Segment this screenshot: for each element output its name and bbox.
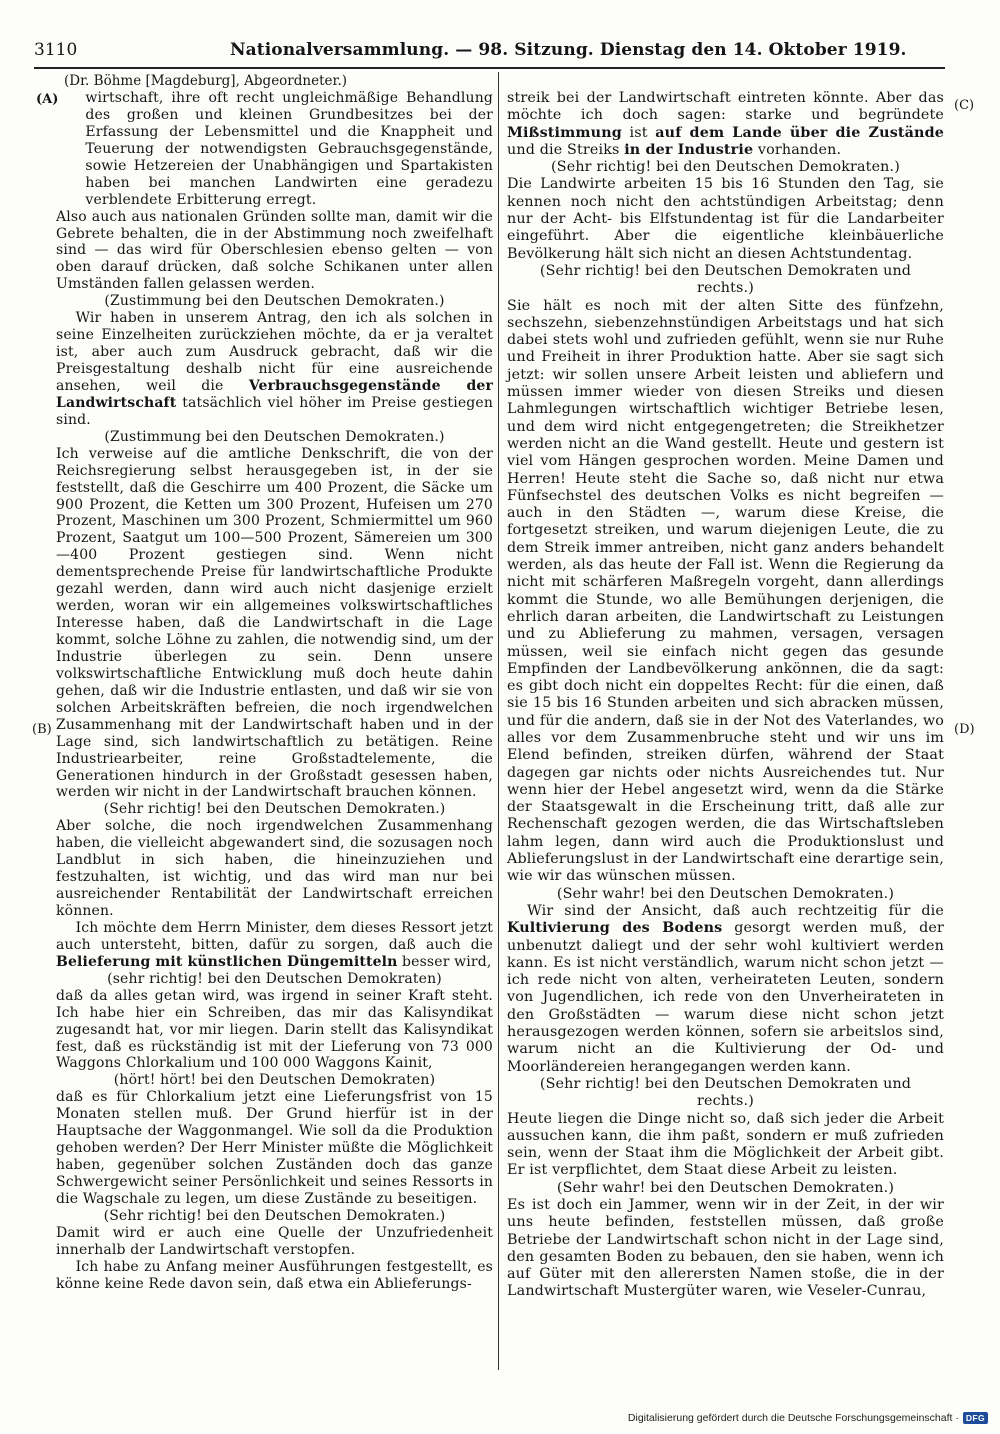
text-run: (Sehr wahr! bei den Deutschen Demokraten.) bbox=[556, 885, 895, 902]
text-run: Also auch aus nationalen Gründen sollte man, damit wir die Gebrete behalten, die in der Abstimmung noch zweifelhaft sind — das wird für Oberschlesien ebenso gelten — von oben darauf drücken, daß solche Schikanen unter allen Umständen fallen gelassen werden. bbox=[56, 208, 493, 293]
interjection bbox=[56, 1208, 493, 1225]
text-run: (Sehr wahr! bei den Deutschen Demokraten.) bbox=[556, 1179, 895, 1196]
paragraph bbox=[507, 90, 944, 159]
text-run: (Sehr richtig! bei den Deutschen Demokraten.) bbox=[551, 159, 900, 176]
emphasized-text: in der Industrie bbox=[624, 141, 754, 158]
text-run: ist bbox=[621, 124, 656, 141]
margin-marker-a: (A) bbox=[36, 92, 59, 107]
paragraph bbox=[56, 920, 493, 971]
interjection bbox=[507, 159, 944, 176]
text-run: vorhanden. bbox=[753, 141, 842, 158]
margin-marker-c: (C) bbox=[954, 98, 975, 113]
text-run: Ich verweise auf die amtliche Denkschrift, die von der Reichsregierung selbst herausgegeben ist, in der sie feststellt, daß die Geschirre um 400 Prozent, die Säcke um 900 Prozent, die Ketten um 300 Prozent, Hufeisen um 270 Prozent, Maschinen um 300 Prozent, Schmiermittel um 960 Prozent, Saatgut um 100—500 Prozent, Sämereien um 300—400 Prozent gestiegen sind. Wenn nicht dementsprechende Preise für landwirtschaftliche Produkte gezahl werden, dann wird auch nicht dasjenige erzielt werden, woran wir ein allgemeines volkswirtschaftliches Interesse haben, daß die Landwirtschaft in die Lage kommt, solche Löhne zu zahlen, die notwendig sind, um der Industrie überlegen zu sein. Denn unsere volkswirtschaftliche Entwicklung muß doch heute dahin gehen, daß wir die Industrie entlasten, und daß wir sie von solchen Arbeitskräften befreien, die noch irgendwelchen Zusammenhang mit der Landwirtschaft haben und in der Lage sind, sich landwirtschaftlich zu betätigen. Reine Industriearbeiter, reine Großstadtelemente, die Generationen hindurch in der Großstadt gesessen haben, werden wir nicht in der Landwirtschaft brauchen können. bbox=[56, 445, 493, 801]
interjection bbox=[56, 971, 493, 988]
page-number: 3110 bbox=[34, 40, 78, 60]
text-run: Wir haben in unserem Antrag, den ich als solchen in seine Einzelheiten zurückziehen möchte, da er ja veraltet ist, aber auch zum Ausdruck gebracht, daß wir die Preisgestaltung deshalb nicht für eine ausreichende ansehen, weil die bbox=[56, 310, 493, 394]
interjection bbox=[507, 1180, 944, 1197]
interjection bbox=[56, 293, 493, 310]
text-run: (Sehr richtig! bei den Deutschen Demokraten.) bbox=[103, 801, 446, 818]
paragraph bbox=[56, 1259, 493, 1293]
text-run: daß es für Chlorkalium jetzt eine Lieferungsfrist von 15 Monaten stellen muß. Der Grund hierfür ist in der Hauptsache der Waggonmangel. Wie soll da die Produktion gehoben werden? Der Herr Minister müßte die Möglichkeit haben, gegenüber solchen Zuständen doch das ganze Schwergewicht seiner Persönlichkeit und seines Ressorts in die Wagschale zu legen, um diese Zustände zu beseitigen. bbox=[56, 1089, 493, 1207]
text-run: Damit wird er auch eine Quelle der Unzufriedenheit innerhalb der Landwirtschaft verstopfen. bbox=[56, 1224, 493, 1258]
footer bbox=[628, 1412, 988, 1424]
emphasized-text: Mißstimmung bbox=[507, 124, 622, 141]
emphasized-text: Belieferung mit künstlichen Düngemitteln bbox=[56, 953, 398, 970]
text-run: (Sehr richtig! bei den Deutschen Demokraten und rechts.) bbox=[539, 1075, 912, 1110]
paragraph bbox=[56, 818, 493, 920]
text-run: Wir sind der Ansicht, daß auch rechtzeitig für die bbox=[527, 902, 944, 919]
interjection bbox=[507, 886, 944, 903]
interjection bbox=[507, 263, 944, 298]
margin-marker-b: (B) bbox=[32, 722, 52, 737]
text-run: besser wird, bbox=[397, 953, 492, 970]
text-run: Ich habe zu Anfang meiner Ausführungen festgestellt, es könne keine Rede davon sein, daß etwa ein Ablieferungs- bbox=[56, 1258, 493, 1292]
page-header bbox=[34, 38, 907, 62]
text-run: streik bei der Landwirtschaft eintreten könnte. Aber das möchte ich doch sagen: starke und begründete bbox=[507, 90, 944, 124]
paragraph bbox=[507, 176, 944, 262]
paragraph bbox=[507, 1197, 944, 1301]
paragraph bbox=[56, 446, 493, 802]
left-column bbox=[56, 90, 493, 1293]
right-column bbox=[507, 90, 944, 1301]
paragraph bbox=[507, 903, 944, 1076]
interjection bbox=[507, 1076, 944, 1111]
text-run: Es ist doch ein Jammer, wenn wir in der Zeit, in der wir uns heute befinden, feststellen müssen, daß große Betriebe der Landwirtschaft schon nicht in der Lage sind, den gesamten Boden zu bebauen, den sie haben, wenn ich auf Güter mit den allerersten Namen stoße, die in der Landwirtschaft Mustergüter waren, wie Veseler-Cunrau, bbox=[507, 1197, 944, 1300]
emphasized-text: Verbrauchsgegenstände der Landwirtschaft bbox=[56, 377, 493, 411]
paragraph bbox=[507, 1111, 944, 1180]
speaker-line: (Dr. Böhme [Magdeburg], Abgeordneter.) bbox=[64, 73, 348, 89]
text-run: und die Streiks bbox=[507, 141, 625, 158]
header-rule bbox=[34, 67, 945, 69]
text-run: (Sehr richtig! bei den Deutschen Demokraten und rechts.) bbox=[539, 262, 912, 297]
running-title: Nationalversammlung. — 98. Sitzung. Dienstag den 14. Oktober 1919. bbox=[230, 40, 907, 60]
text-run: wirtschaft, ihre oft recht ungleichmäßige Behandlung des großen und kleinen Grundbesitzes bei der Erfassung der Lebensmittel und die Knappheit und Teuerung der notwendigsten Gebrauchsgegenstände, sowie Hetzereien der Unabhängigen und Spartakisten haben bei manchen Landwirten eine geradezu verblendete Erbitterung erregt. bbox=[85, 90, 493, 208]
paragraph bbox=[56, 209, 493, 294]
text-run: Sie hält es noch mit der alten Sitte des fünfzehn, sechszehn, siebenzehnstündigen Arbeitstags und hat sich dabei stets wohl und zufrieden gefühlt, wenn sie nur Ruhe und Freiheit in ihrer Produktion hatte. Aber sie sagt sich jetzt: wir sollen unsere Arbeit leisten und abliefern und müssen immer wieder von diesen Streiks und diesen Lahmlegungen wirtschaftlich wichtiger Betriebe lesen, und dem wird nicht entgegengetreten; die Streikhetzer werden nicht an die Wand gestellt. Heute und gestern ist viel vom Hängen gesprochen worden. Meine Damen und Herren! Heute steht die Sache so, daß nicht nur etwa Fünfsechstel des deutschen Volks es nicht begreifen — auch in den Städten —, warum diese Kreise, die fortgesetzt streiken, und warum diejenigen Leute, die zu dem Streik immer antreiben, nicht ganz anders behandelt werden, als das heute der Fall ist. Wenn die Regierung da nicht mit schärferen Maßregeln vorgeht, dann allerdings kommt die Stunde, wo alle Bemühungen derjenigen, die ehrlich daran arbeiten, die Landwirtschaft zu Leistungen und zu Ablieferung zu mahmen, versagen, versagen müssen, weil sie einfach nicht gegen das gesunde Empfinden der Landbevölkerung ankönnen, die da sagt: es gibt doch nicht ein doppeltes Recht: für die einen, daß sie 15 bis 16 Stunden arbeiten und sich abracken müssen, und für die andern, daß sie in der Not des Vaterlandes, wo alles vor dem Zusammenbruche steht und wir uns im Elend befinden, streiken dürfen, während der Staat dagegen gar nichts oder nichts Ausreichendes tut. Nur wenn hier der Hebel angesetzt wird, wenn da die Stärke der Staatsgewalt in die Erscheinung tritt, daß alle zur Rechenschaft gezogen werden, die das Wirtschaftsleben lahm legen, dann wird auch die Produktionslust und Ablieferungslust in der Landwirtschaft eine derartige sein, wie wir das wünschen müssen. bbox=[507, 297, 944, 885]
text-run: (Zustimmung bei den Deutschen Demokraten.) bbox=[104, 428, 445, 445]
paragraph bbox=[56, 1089, 493, 1208]
interjection bbox=[56, 801, 493, 818]
emphasized-text: auf dem Lande über die Zustände bbox=[655, 124, 944, 141]
text-run: (Sehr richtig! bei den Deutschen Demokraten.) bbox=[103, 1207, 446, 1224]
text-run: (Zustimmung bei den Deutschen Demokraten.) bbox=[104, 293, 445, 310]
paragraph bbox=[85, 90, 493, 209]
paragraph bbox=[507, 298, 944, 886]
emphasized-text: Kultivierung des Bodens bbox=[507, 920, 723, 937]
text-run: tatsächlich viel höher im Preise gestiegen sind. bbox=[56, 394, 493, 428]
paragraph bbox=[56, 310, 493, 429]
interjection bbox=[56, 1072, 493, 1089]
margin-marker-d: (D) bbox=[954, 722, 975, 737]
text-run: Ich möchte dem Herrn Minister, dem dieses Ressort jetzt auch untersteht, bitten, dafür zu sorgen, daß auch die bbox=[56, 919, 493, 953]
text-run: Die Landwirte arbeiten 15 bis 16 Stunden den Tag, sie kennen noch nicht den achtstündigen Arbeitstag; denn nur der Acht- bis Elfstundentag ist für die Landarbeiter eingeführt. Aber die eigentliche kleinbäuerliche Bevölkerung hält sich nicht an diesen Achtstundentag. bbox=[507, 176, 944, 262]
text-run: gesorgt werden muß, der unbenutzt daliegt und der sehr wohl kultiviert werden kann. Es ist nicht verständlich, warum nicht schon jetzt — ich rede nicht von alten, verheirateten Leuten, sondern von Jugendlichen, ich rede von den Unverheirateten in den Großstädten — warum diese nicht schon jetzt herausgezogen werden können, sofern sie arbeitslos sind, warum nicht an die Kultivierung der Od- und Moorländereien herangegangen werden kann. bbox=[507, 920, 944, 1075]
text-run: daß da alles getan wird, was irgend in seiner Kraft steht. Ich habe hier ein Schreiben, das mir das Kalisyndikat zugesandt hat, vor mir liegen. Darin stellt das Kalisyndikat fest, daß es rückständig ist mit der Lieferung von 73 000 Waggons Chlorkalium und 100 000 Waggons Kainit, bbox=[56, 987, 493, 1072]
text-run: (sehr richtig! bei den Deutschen Demokraten) bbox=[107, 970, 442, 987]
footer-credit: Digitalisierung gefördert durch die Deutsche Forschungsgemeinschaft · bbox=[627, 1412, 959, 1424]
text-run: (hört! hört! bei den Deutschen Demokraten) bbox=[113, 1072, 436, 1089]
paragraph bbox=[56, 1225, 493, 1259]
interjection bbox=[56, 429, 493, 446]
text-run: Aber solche, die noch irgendwelchen Zusammenhang haben, die vielleicht abgewandert sind, die sozusagen noch Landblut in sich haben, die hineinzuziehen und festzuhalten, ist wichtig, und das wird man nur bei ausreichender Rentabilität der Landwirtschaft erreichen können. bbox=[56, 818, 493, 919]
paragraph bbox=[56, 988, 493, 1073]
column-divider bbox=[498, 72, 499, 1370]
text-run: Heute liegen die Dinge nicht so, daß sich jeder die Arbeit aussuchen kann, die ihm paßt, sondern er muß zufrieden sein, wenn der Staat ihm die Möglichkeit der Arbeit gibt. Er ist verpflichtet, dem Staat diese Arbeit zu leisten. bbox=[507, 1110, 944, 1179]
dfg-logo: DFG bbox=[963, 1412, 988, 1424]
